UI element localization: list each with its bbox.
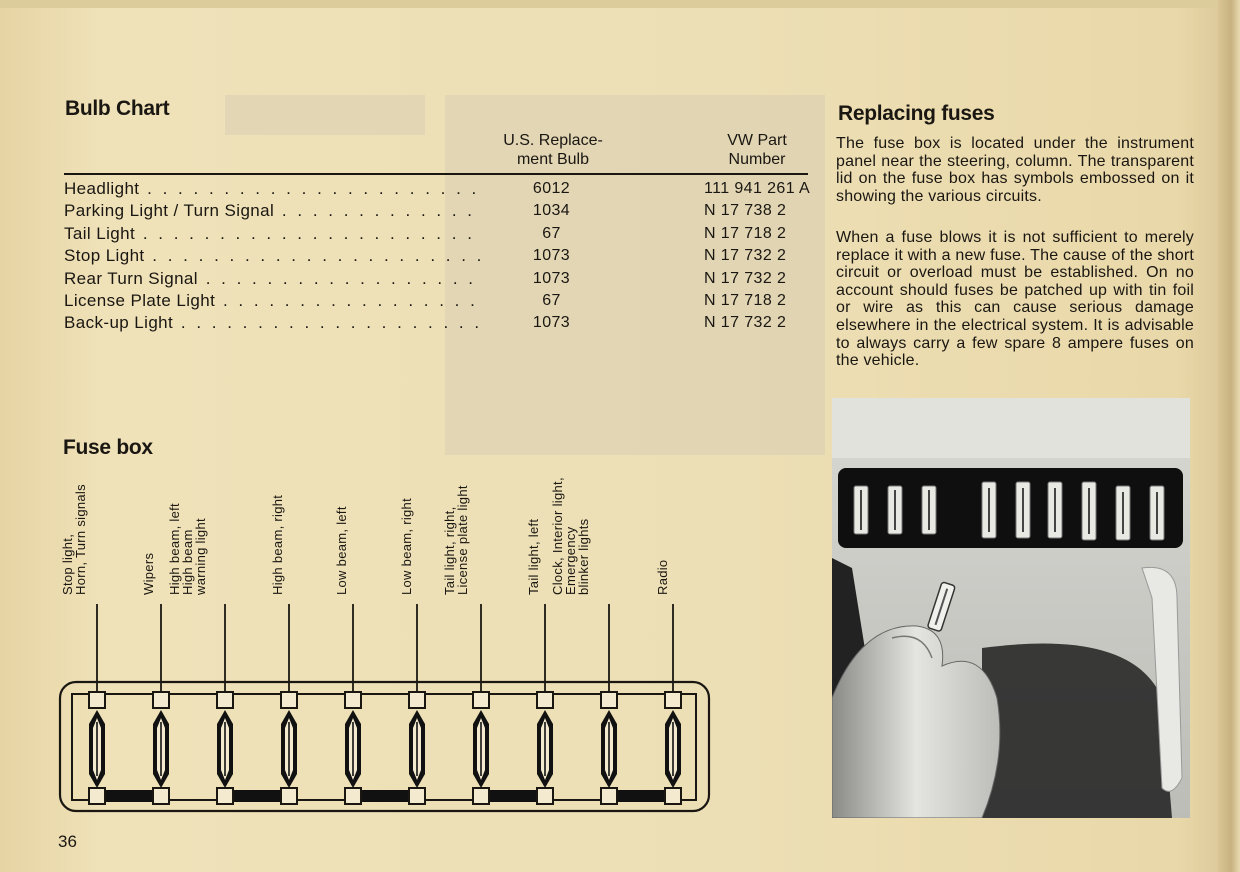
fuse-label-line: Stop light, xyxy=(60,533,75,595)
bulb-number: 1034 xyxy=(532,202,571,220)
hand-holding-fuse-photo xyxy=(832,398,1190,818)
part-number: N 17 738 2 xyxy=(704,202,787,220)
fuse-top-terminal xyxy=(665,692,681,708)
bus-bar xyxy=(233,790,281,802)
fuse-label-line: warning light xyxy=(193,518,208,595)
bus-bar xyxy=(617,790,665,802)
bulb-name: Back-up Light . . . xyxy=(64,312,484,334)
page-number: 36 xyxy=(58,832,77,851)
part-column-header: VW Part Number xyxy=(727,132,787,168)
fuse-label-line: Wipers xyxy=(141,552,156,595)
fuse-bottom-terminal xyxy=(473,788,489,804)
bus-bar xyxy=(105,790,153,802)
part-number: 111 941 261 A xyxy=(704,180,811,197)
fuse-bottom-terminal xyxy=(153,788,169,804)
bulb-name: Rear Turn Signal . . . xyxy=(64,268,484,290)
part-number: N 17 732 2 xyxy=(704,269,787,287)
fuse-label-line: Radio xyxy=(655,559,670,595)
fuse-top-terminal xyxy=(473,692,489,708)
bulb-number: 1073 xyxy=(532,247,571,265)
fuse-label-line: blinker lights xyxy=(576,518,591,595)
bulb-chart-title: Bulb Chart xyxy=(65,97,170,120)
fuse-bottom-terminal xyxy=(665,788,681,804)
paragraph-fuse-replacement: When a fuse blows it is not sufficient to merely replace it with a new fuse. The cause of the short circuit or overload must be established. On no account should fuses be patched up with tin foil or wire as this can cause serious damage elsewhere in the electrical system. It is advisable to always carry a few spare 8 ampere fuses on the vehicle. xyxy=(836,229,1194,370)
fuse-bottom-terminal xyxy=(281,788,297,804)
bulb-name: Tail Light . . . xyxy=(64,223,484,245)
bulb-name: Stop Light . . . xyxy=(64,245,484,267)
fuse-top-terminal xyxy=(89,692,105,708)
fuse-label-line: Emergency xyxy=(563,526,578,595)
fuse-top-terminal xyxy=(281,692,297,708)
fuse-label-line: Horn, Turn signals xyxy=(73,484,88,595)
bulb-number: 1073 xyxy=(532,269,571,287)
fuse-top-terminal xyxy=(345,692,361,708)
bulb-column-header: U.S. Replace- ment Bulb xyxy=(503,132,603,168)
bulb-number: 67 xyxy=(542,224,561,242)
fuse-label-line: Low beam, left xyxy=(334,506,349,595)
part-number: N 17 732 2 xyxy=(704,247,787,265)
fuse-bottom-terminal xyxy=(601,788,617,804)
fuse-label-line: Clock, Interior light, xyxy=(550,477,565,595)
bulb-number: 6012 xyxy=(532,180,571,197)
fuse-bottom-terminal xyxy=(217,788,233,804)
bulb-name: Headlight . . . xyxy=(64,178,484,200)
part-number: N 17 718 2 xyxy=(704,291,787,309)
fuse-bottom-terminal xyxy=(409,788,425,804)
fuse-label-line: License plate light xyxy=(455,485,470,595)
bulb-name: License Plate Light . . . xyxy=(64,290,484,312)
bulb-name: Parking Light / Turn Signal . . . xyxy=(64,200,484,222)
paragraph-fuse-location: The fuse box is located under the instrument panel near the steering, column. The transparent lid on the fuse box has symbols embossed on it showing the various circuits. xyxy=(836,135,1194,205)
fuse-top-terminal xyxy=(601,692,617,708)
fuse-label-line: High beam xyxy=(180,529,195,595)
part-number: N 17 718 2 xyxy=(704,224,787,242)
fuse-bottom-terminal xyxy=(537,788,553,804)
fuse-label-line: High beam, right xyxy=(270,494,285,595)
fuse-top-terminal xyxy=(537,692,553,708)
fuse-top-terminal xyxy=(153,692,169,708)
fuse-label-line: Tail light, right, xyxy=(442,506,457,595)
bus-bar xyxy=(489,790,537,802)
fuse-label-line: High beam, left xyxy=(167,503,182,595)
bus-bar xyxy=(361,790,409,802)
part-number: N 17 732 2 xyxy=(704,314,787,332)
bulb-number: 67 xyxy=(542,291,561,309)
fuse-bottom-terminal xyxy=(345,788,361,804)
bulb-number: 1073 xyxy=(532,314,571,332)
fuse-box-title: Fuse box xyxy=(63,436,153,459)
fuse-top-terminal xyxy=(409,692,425,708)
replacing-fuses-title: Replacing fuses xyxy=(838,102,995,125)
fuse-label-line: Low beam, right xyxy=(399,498,414,595)
fuse-top-terminal xyxy=(217,692,233,708)
fuse-label-line: Tail light, left xyxy=(526,518,541,595)
fuse-bottom-terminal xyxy=(89,788,105,804)
